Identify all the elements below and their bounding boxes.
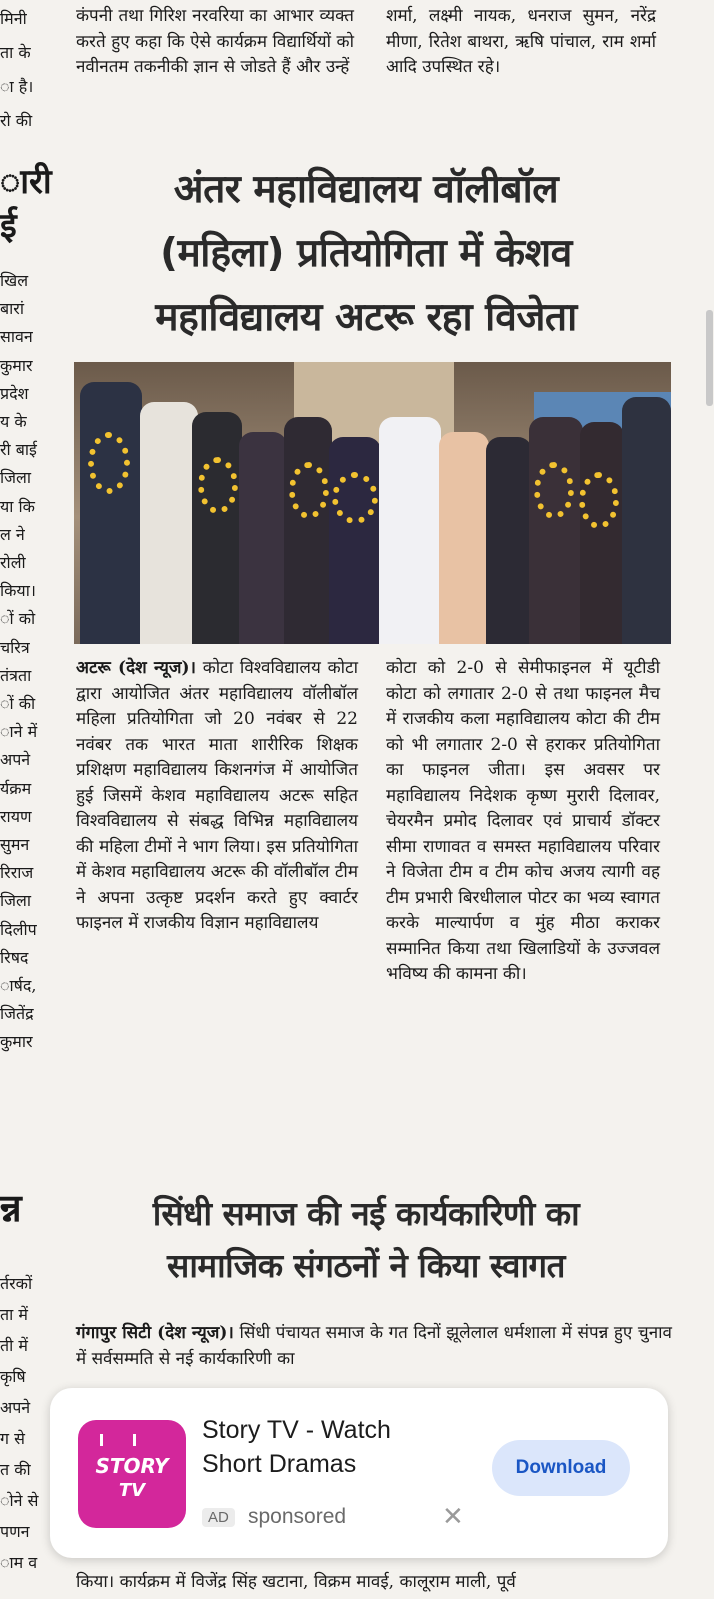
- left-line: ल ने: [0, 524, 25, 544]
- volleyball-headline: [74, 158, 658, 350]
- scrollbar-thumb[interactable]: [706, 310, 713, 406]
- team-photo: [74, 362, 671, 644]
- left-line: सावन: [0, 327, 33, 347]
- left-line: रिषद: [0, 947, 29, 967]
- left-line: कुमार: [0, 355, 33, 375]
- volleyball-dateline: अटरू (देश न्यूज)।: [76, 658, 196, 678]
- left-line: र्तरकों: [0, 1274, 33, 1293]
- left-line: रो की: [0, 111, 33, 130]
- left-headline: [0, 160, 52, 248]
- sindhi-headline: [74, 1188, 658, 1292]
- logo-text: TV: [118, 1480, 146, 1501]
- photo-person: [580, 422, 624, 644]
- photo-person: [379, 417, 441, 644]
- ad-title[interactable]: [202, 1414, 482, 1480]
- sindhi-dateline: गंगापुर सिटी (देश न्यूज)।: [76, 1323, 234, 1343]
- left-mid-lines: [0, 267, 37, 1057]
- left-line: र्यक्रम: [0, 778, 32, 798]
- left-line: प्रदेश: [0, 383, 29, 403]
- garland: [332, 472, 378, 524]
- left-line: बारां: [0, 299, 24, 319]
- ad-card[interactable]: [50, 1388, 668, 1558]
- volleyball-col1: [76, 656, 358, 937]
- top-article-col2: शर्मा, लक्ष्मी नायक, धनराज सुमन, नरेंद्र मीणा, रितेश बाथरा, ऋषि पांचाल, राम शर्मा आदि उपस्थित रहे।: [386, 6, 656, 77]
- left-line: जितेंद्र: [0, 1004, 34, 1024]
- photo-person: [439, 432, 489, 644]
- left-line: मिनी: [0, 9, 27, 28]
- left-line: रायण: [0, 806, 32, 826]
- left-line: ता के: [0, 43, 31, 62]
- sponsored-label: sponsored: [248, 1505, 347, 1528]
- left-column-strip: [0, 0, 52, 1599]
- close-icon[interactable]: ✕: [442, 1502, 464, 1532]
- download-button[interactable]: Download: [492, 1440, 630, 1496]
- photo-person: [622, 397, 671, 644]
- sindhi-bottom-line: किया। कार्यक्रम में विजेंद्र सिंह खटाना, विक्रम मावई, कालूराम माली, पूर्व: [76, 1572, 516, 1592]
- left-line: ा है।: [0, 77, 34, 96]
- left-line: सुमन: [0, 835, 30, 855]
- headline-line: (महिला) प्रतियोगिता में केशव: [160, 231, 572, 276]
- photo-person: [486, 437, 532, 644]
- left-line: जिला: [0, 891, 32, 911]
- left-line: ों को: [0, 609, 36, 629]
- garland: [289, 462, 329, 519]
- photo-person: [80, 382, 142, 644]
- left-line: ता में: [0, 1305, 28, 1324]
- left-line: री बाई: [0, 440, 37, 460]
- photo-person: [529, 417, 583, 644]
- volleyball-col2: कोटा को 2-0 से सेमीफाइनल में यूटीडी कोटा को लगातार 2-0 से तथा फाइनल मैच में राजकीय कला महाविद्यालय कोटा की टीम को भी लगातार 2-0 से हराकर प्रतियोगिता का फाइनल जीता। इस अवसर पर महाविद्यालय निदेशक कृष्ण मुरारी दिलावर, चेयरमैन प्रमोद दिलावर एवं प्राचार्य डॉक्टर सीमा राणावत व समस्त महाविद्यालय परिवार ने विजेता टीम व टीम कोच अजय त्यागी वह टीम प्रभारी बिरधीलाल पोटर का भव्य स्वागत करके माल्यार्पण व मुंह मीठा कराकर सम्मानित किया तथा खिलाडियों के उज्जवल भविष्य की कामना की।: [386, 658, 660, 984]
- logo-text: STORY: [95, 1454, 169, 1478]
- left-line: ों की: [0, 694, 36, 714]
- left-line: ाने में: [0, 722, 38, 742]
- left-line: तंत्रता: [0, 665, 32, 685]
- left-line: अपने: [0, 1398, 31, 1417]
- photo-person: [140, 402, 198, 644]
- left-line: ती में: [0, 1336, 28, 1355]
- left-headline-line: ारी: [0, 162, 52, 202]
- headline-line: सिंधी समाज की नई कार्यकारिणी का: [152, 1194, 580, 1233]
- left-line: खिल: [0, 271, 29, 290]
- left-line: किया।: [0, 581, 36, 601]
- left-line: कुमार: [0, 1032, 33, 1052]
- left-headline-line: ई: [0, 206, 17, 246]
- left-top-lines: [0, 6, 33, 133]
- left-line: जिला: [0, 468, 32, 488]
- ad-title-line: Short Dramas: [202, 1450, 357, 1478]
- left-line: अपने: [0, 750, 31, 770]
- left-line: रोली: [0, 553, 26, 573]
- ad-title-line: Story TV - Watch: [202, 1416, 391, 1444]
- left-line: कृषि: [0, 1367, 26, 1386]
- tv-antenna-icon: [100, 1434, 136, 1446]
- left-line: त की: [0, 1460, 31, 1479]
- photo-person: [192, 412, 242, 644]
- left-line: ग से: [0, 1429, 25, 1448]
- left-line: दिलीप: [0, 919, 37, 939]
- garland: [579, 472, 619, 529]
- left-headline-2: न्न: [0, 1186, 22, 1230]
- photo-person: [329, 437, 381, 644]
- photo-person: [239, 432, 287, 644]
- left-line: चरित्र: [0, 637, 30, 657]
- left-line: रिराज: [0, 863, 34, 883]
- garland: [88, 432, 130, 494]
- top-article-col1: कंपनी तथा गिरिश नरवरिया का आभार व्यक्त करते हुए कहा कि ऐसे कार्यक्रम विद्यार्थियों को नवीनतम तकनीकी ज्ञान से जोडते हैं और उन्हें: [76, 6, 354, 77]
- headline-line: सामाजिक संगठनों ने किया स्वागत: [167, 1246, 565, 1285]
- app-logo[interactable]: [78, 1420, 186, 1528]
- photo-person: [284, 417, 332, 644]
- garland: [534, 462, 574, 519]
- left-line: ार्षद,: [0, 976, 37, 996]
- left-line: पणन: [0, 1522, 30, 1541]
- left-line: य के: [0, 412, 27, 432]
- headline-line: महाविद्यालय अटरू रहा विजेता: [155, 295, 577, 340]
- left-line: या कि: [0, 496, 35, 516]
- left-line: ाम व: [0, 1553, 38, 1572]
- left-bottom-lines: [0, 1268, 38, 1578]
- ad-badge: AD: [202, 1508, 235, 1527]
- left-line: ोने से: [0, 1491, 39, 1510]
- garland: [198, 457, 238, 514]
- volleyball-col1-text: कोटा विश्वविद्यालय कोटा द्वारा आयोजित अंतर महाविद्यालय वॉलीबॉल महिला प्रतियोगिता जो 20 नवंबर से 22 नवंबर तक भारत माता शारीरिक शिक्षक प्रशिक्षण महाविद्यालय किशनगंज में आयोजित हुई जिसमें केशव महाविद्यालय अटरू सहित विश्वविद्यालय से संबद्ध विभिन्न महाविद्यालय की महिला टीमों ने भाग लिया। इस प्रतियोगिता में केशव महाविद्यालय अटरू की वॉलीबॉल टीम ने अपना उत्कृष्ट प्रदर्शन करते हुए क्वार्टर फाइनल में राजकीय विज्ञान महाविद्यालय: [76, 658, 358, 933]
- sindhi-text: सिंधी पंचायत समाज के गत दिनों झूलेलाल धर्मशाला में संपन्न हुए चुनाव में सर्वसम्मति से नई कार्यकारिणी का: [76, 1323, 672, 1369]
- headline-line: अंतर महाविद्यालय वॉलीबॉल: [173, 167, 559, 212]
